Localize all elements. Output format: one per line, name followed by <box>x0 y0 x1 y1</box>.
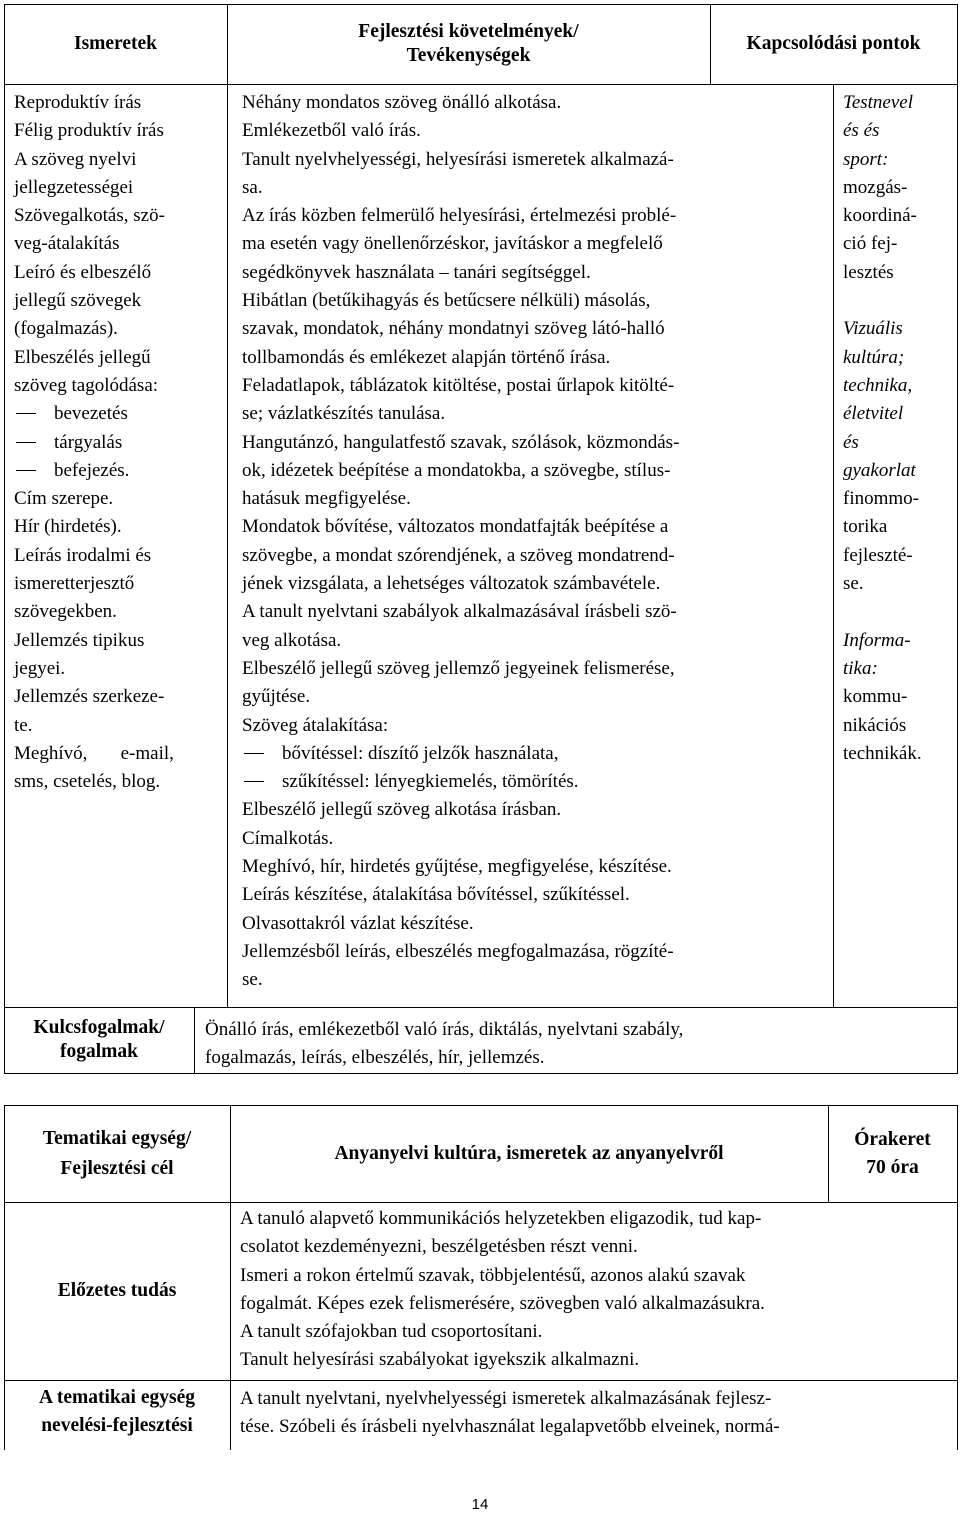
tematikai-title-text: Anyanyelvi kultúra, ismeretek az anyanyelvről <box>334 1142 724 1164</box>
kapcsolodasi-spacer <box>843 287 957 315</box>
elozetes-line: A tanult szófajokban tud csoportosítani. <box>240 1321 543 1343</box>
header-kapcsolodasi-label: Kapcsolódási pontok <box>746 33 921 54</box>
fejlesztes-line: gyűjtése. <box>242 686 311 708</box>
kapcsolodasi-line: mozgás- <box>843 176 908 198</box>
ismeretek-line: Leírás irodalmi és <box>14 544 152 566</box>
header-fejlesztesi-line2: Tevékenységek <box>406 45 531 66</box>
fejlesztes-line: veg alkotása. <box>242 629 342 651</box>
ismeretek-line: jegyei. <box>14 657 66 679</box>
fejlesztes-line: Jellemzésből leírás, elbeszélés megfogalmazása, rögzíté- <box>242 940 674 962</box>
ismeretek-line: Reproduktív írás <box>14 92 142 113</box>
fejlesztes-line: Tanult nyelvhelyességi, helyesírási ismeretek alkalmazá- <box>242 148 674 170</box>
kapcsolodasi-subject: Testnevel <box>843 92 914 113</box>
ismeretek-line: jellegzetességei <box>14 176 134 198</box>
elozetes-line: fogalmát. Képes ezek felismerésére, szövegben való alkalmazásukra. <box>240 1292 765 1314</box>
elozetes-content <box>240 1205 955 1375</box>
fejlesztes-line: Feladatlapok, táblázatok kitöltése, postai űrlapok kitölté- <box>242 374 675 396</box>
kapcsolodasi-spacer <box>843 598 957 626</box>
tematikai-label-line1: Tematikai egység/ <box>42 1127 192 1149</box>
ismeretek-list-text: tárgyalás <box>54 431 123 453</box>
fejlesztes-line: Leírás készítése, átalakítása bővítéssel, szűkítéssel. <box>242 884 630 906</box>
orakeret-value: 70 óra <box>866 1156 919 1178</box>
header-ismeretek-label: Ismeretek <box>73 33 158 54</box>
elozetes-line: Ismeri a rokon értelmű szavak, többjelentésű, azonos alakú szavak <box>240 1264 746 1286</box>
kapcsolodasi-line: torika <box>843 516 888 538</box>
ismeretek-line: ismeretterjesztő <box>14 573 135 595</box>
fejlesztes-list-item <box>242 740 832 768</box>
ismeretek-line: veg-átalakítás <box>14 233 120 255</box>
fejlesztes-line: Hibátlan (betűkihagyás és betűcsere nélküli) másolás, <box>242 290 651 312</box>
kapcsolodasi-subject: és <box>843 431 859 453</box>
col-divider-2 <box>833 84 834 1007</box>
col-divider-1 <box>227 4 228 1007</box>
fejlesztes-line: se. <box>242 969 263 991</box>
fejlesztes-line: Hangutánzó, hangulatfestő szavak, szólások, közmondás- <box>242 431 680 453</box>
kapcsolodasi-line: se. <box>843 573 864 595</box>
header-divider <box>4 84 958 85</box>
fejlesztes-line: ma esetén vagy önellenőrzéskor, javításkor a megfelelő <box>242 233 663 255</box>
fejlesztes-line: Elbeszélő jellegű szöveg jellemző jegyeinek felismerése, <box>242 657 675 679</box>
fejlesztes-line: Szöveg átalakítása: <box>242 714 389 736</box>
ismeretek-line: sms, csetelés, blog. <box>14 771 161 793</box>
ismeretek-line: Jellemzés tipikus <box>14 629 145 651</box>
elozetes-label-text: Előzetes tudás <box>57 1280 177 1301</box>
ismeretek-list-item <box>14 400 226 428</box>
elozetes-line: Tanult helyesírási szabályokat igyekszik alkalmazni. <box>240 1349 640 1371</box>
fejlesztes-line: Olvasottakról vázlat készítése. <box>242 912 474 934</box>
kulcsfogalmak-line: fogalmazás, leírás, elbeszélés, hír, jellemzés. <box>205 1047 545 1069</box>
kapcsolodasi-subject: tika: <box>843 657 878 679</box>
ismeretek-list-text: befejezés. <box>54 459 130 481</box>
celok-label-line1: A tematikai egység <box>39 1387 195 1408</box>
ismeretek-line: (fogalmazás). <box>14 318 118 340</box>
fejlesztes-line: szövegbe, a mondat szórendjének, a szöveg mondatrend- <box>242 544 675 566</box>
ismeretek-list-text: bevezetés <box>54 403 128 425</box>
fejlesztes-line: hatásuk megfigyelése. <box>242 488 411 510</box>
header-kapcsolodasi <box>710 4 957 84</box>
orakeret <box>828 1105 957 1202</box>
elozetes-line: csolatot kezdeményezni, beszélgetésben részt venni. <box>240 1236 638 1258</box>
kapcsolodasi-line: koordiná- <box>843 205 917 227</box>
celok-label <box>4 1380 230 1450</box>
ismeretek-line: Szövegalkotás, szö- <box>14 205 165 227</box>
kulcsfogalmak-label-line2: fogalmak <box>60 1041 138 1062</box>
fejlesztes-list-item <box>242 768 832 796</box>
ismeretek-line: Jellemzés szerkeze- <box>14 686 165 708</box>
fejlesztes-list-text: szűkítéssel: lényegkiemelés, tömörítés. <box>282 771 579 793</box>
fejlesztes-line: Címalkotás. <box>242 827 334 849</box>
page-number: 14 <box>471 1496 489 1513</box>
kapcsolodasi-line: kommu- <box>843 686 908 708</box>
fejlesztes-line: Emlékezetből való írás. <box>242 120 421 142</box>
kapcsolodasi-line: technikák. <box>843 742 922 764</box>
fejlesztes-list-text: bővítéssel: díszítő jelzők használata, <box>282 742 559 764</box>
kapcsolodasi-line: nikációs <box>843 714 907 736</box>
ismeretek-list-item <box>14 429 226 457</box>
header-fejlesztesi <box>227 4 710 84</box>
ismeretek-line: szövegekben. <box>14 601 117 623</box>
ismeretek-line: te. <box>14 714 33 736</box>
tematikai-label <box>4 1105 230 1202</box>
kapcsolodasi-subject: Informa- <box>843 629 911 651</box>
fejlesztes-line: tollbamondás és emlékezet alapján történő írása. <box>242 346 611 368</box>
ismeretek-line: szöveg tagolódása: <box>14 374 159 396</box>
ismeretek-line: A szöveg nyelvi <box>14 148 137 170</box>
kapcsolodasi-line: ció fej- <box>843 233 898 255</box>
elozetes-line: A tanuló alapvető kommunikációs helyzetekben eligazodik, tud kap- <box>240 1208 762 1229</box>
kapcsolodasi-subject: életvitel <box>843 403 904 425</box>
kapcsolodasi-subject: Vizuális <box>843 318 903 340</box>
fejlesztes-line: Mondatok bővítése, változatos mondatfajták beépítése a <box>242 516 669 538</box>
kulcs-col-divider <box>194 1007 195 1073</box>
ismeretek-line: Elbeszélés jellegű <box>14 346 151 368</box>
kapcsolodasi-cell <box>843 89 957 768</box>
kapcsolodasi-subject: gyakorlat <box>843 459 916 481</box>
orakeret-label: Órakeret <box>854 1128 931 1150</box>
kulcsfogalmak-label <box>4 1007 194 1073</box>
ismeretek-list-item <box>14 457 226 485</box>
tematikai-label-line2: Fejlesztési cél <box>60 1157 174 1179</box>
header-ismeretek <box>4 4 227 84</box>
fejlesztes-line: ok, idézetek beépítése a mondatokba, a szövegbe, stílus- <box>242 459 671 481</box>
celok-line: tése. Szóbeli és írásbeli nyelvhasználat legalapvetőbb elveinek, normá- <box>240 1416 780 1438</box>
ismeretek-line: Hír (hirdetés). <box>14 516 122 538</box>
tematikai-title <box>230 1105 828 1202</box>
ismeretek-line: Leíró és elbeszélő <box>14 261 152 283</box>
fejlesztes-line: Elbeszélő jellegű szöveg alkotása írásban. <box>242 799 562 821</box>
elozetes-label <box>4 1202 230 1380</box>
kapcsolodasi-line: lesztés <box>843 261 894 283</box>
kulcsfogalmak-label-line1: Kulcsfogalmak/ <box>33 1017 165 1038</box>
ismeretek-line: jellegű szövegek <box>14 290 142 312</box>
fejlesztes-line: segédkönyvek használata – tanári segítséggel. <box>242 261 591 283</box>
ismeretek-cell <box>14 89 226 796</box>
kapcsolodasi-line: finommo- <box>843 488 919 510</box>
kapcsolodasi-subject: és és <box>843 120 880 142</box>
table-border-right <box>957 4 958 1073</box>
fejlesztes-line: se; vázlatkészítés tanulása. <box>242 403 446 425</box>
ismeretek-line: Cím szerepe. <box>14 488 114 510</box>
fejlesztes-line: Az írás közben felmerülő helyesírási, értelmezési problé- <box>242 205 677 227</box>
ismeretek-line: Meghívó, e-mail, <box>14 742 174 764</box>
fejlesztes-line: szavak, mondatok, néhány mondatnyi szöveg látó-halló <box>242 318 665 340</box>
celok-line: A tanult nyelvtani, nyelvhelyességi ismeretek alkalmazásának fejlesz- <box>240 1388 772 1409</box>
table-border-bottom <box>4 1073 958 1074</box>
celok-content <box>240 1385 955 1442</box>
fejlesztes-line: jének vizsgálata, a lehetséges változatok számbavétele. <box>242 573 661 595</box>
fejlesztes-line: Néhány mondatos szöveg önálló alkotása. <box>242 92 562 113</box>
table-border-left <box>4 4 5 1073</box>
ismeretek-line: Félig produktív írás <box>14 120 164 142</box>
fejlesztes-line: sa. <box>242 176 263 198</box>
kapcsolodasi-subject: sport: <box>843 148 889 170</box>
fejlesztes-line: A tanult nyelvtani szabályok alkalmazásával írásbeli szö- <box>242 601 677 623</box>
fejlesztes-cell <box>242 89 832 995</box>
fejlesztes-line: Meghívó, hír, hirdetés gyűjtése, megfigyelése, készítése. <box>242 856 672 878</box>
header-fejlesztesi-line1: Fejlesztési követelmények/ <box>358 21 579 42</box>
table2-border-right <box>957 1105 958 1450</box>
kulcsfogalmak-line: Önálló írás, emlékezetből való írás, diktálás, nyelvtani szabály, <box>205 1019 684 1040</box>
kulcsfogalmak-content <box>205 1016 955 1073</box>
kapcsolodasi-subject: technika, <box>843 374 913 396</box>
kapcsolodasi-subject: kultúra; <box>843 346 905 368</box>
kapcsolodasi-line: fejleszté- <box>843 544 913 566</box>
celok-label-line2: nevelési-fejlesztési <box>41 1415 193 1436</box>
